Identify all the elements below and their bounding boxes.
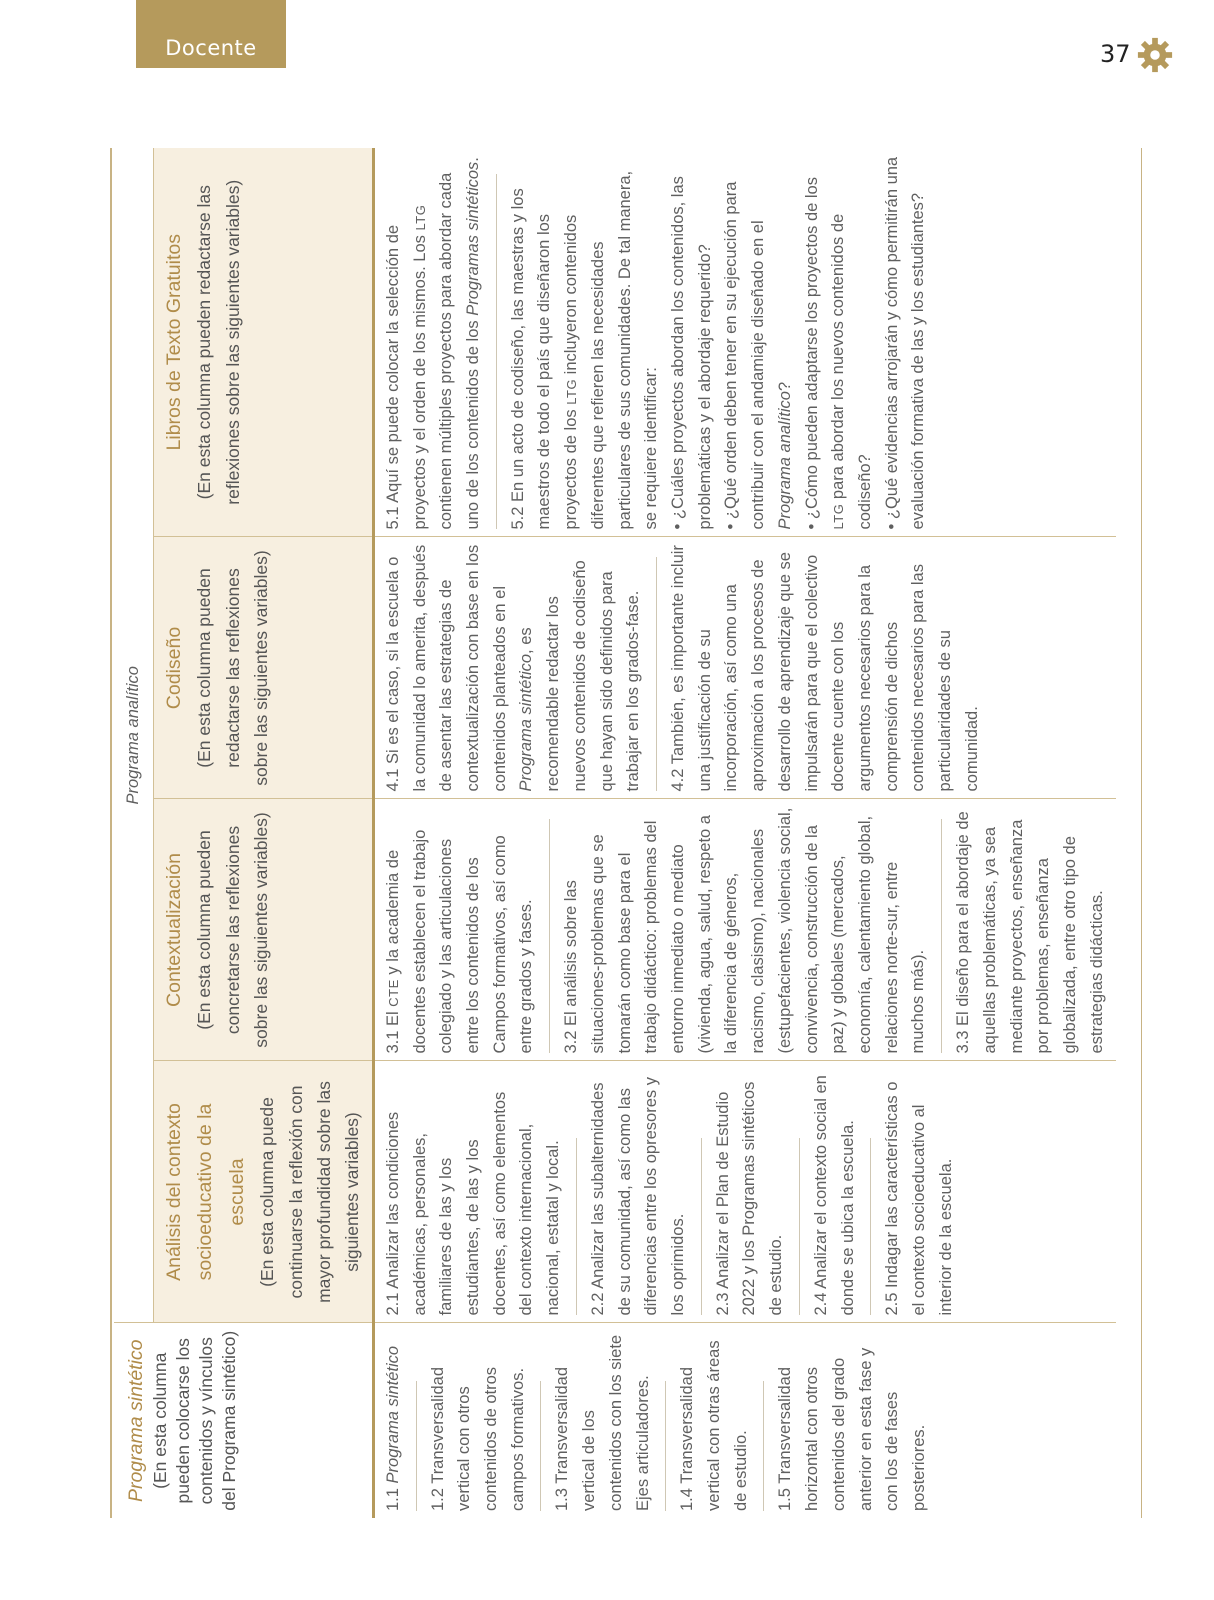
col3-item-2: 3.2 El análisis sobre las situaciones-problemas que se tomarán como base para el trabajo didáctico: problemas del entorno inmediato o mediato (vivienda, agua, salud, respeto a la diferencia de géneros, racismo, clasismo), nacionales (estupefacientes, violencia social, convivencia, construcción de la paz) y globales (mercados, economía, calentamiento global, relaciones norte-sur, entre muchos más). (562, 807, 928, 1054)
header-codiseno (153, 537, 373, 799)
header-programa-sintetico (114, 1323, 373, 1518)
table-left-border (110, 148, 112, 1518)
col3-body (373, 799, 1115, 1061)
rotated-table (114, 148, 1142, 1518)
col1-title: Programa sintético (125, 1339, 147, 1503)
col3-item-3: 3.3 El diseño para el abordaje de aquellas problemáticas, ya sea mediante proyectos, enseñanza por problemas, enseñanza globalizada, entre otro tipo de estrategias didácticas. (954, 811, 1106, 1054)
col5-bullet-2-em: Programa analítico (775, 391, 794, 530)
col1-item-1 (380, 1331, 407, 1512)
col5-bullet-2 (718, 155, 798, 530)
col3-item-1 (380, 807, 540, 1054)
col5-subtitle: (En esta columna pueden redactarse las reflexiones sobre las siguientes variables) (194, 179, 243, 505)
divider (799, 1138, 800, 1316)
col2-title: Análisis del contexto socioeducativo de la escuela (162, 1103, 248, 1281)
header-contextualizacion (153, 799, 373, 1061)
col1-body (373, 1323, 1115, 1518)
col3-item-1-c: y la academia de docentes establecen el trabajo colegiado y las articulaciones entre los contenidos de los Campos formativos, así como entre grados y fases. (383, 829, 536, 1054)
col4-item-1-em: Programa sintético (517, 653, 536, 792)
col3-item-1-a: 3.1 El (383, 1011, 402, 1054)
col4-title: Codiseño (162, 626, 185, 710)
section-tab (136, 0, 286, 68)
col4-item-1-b: , es recomendable redactar los nuevos contenidos de codiseño que hayan sido definidos para trabajar en los grados-fase. (517, 560, 643, 792)
col1-item-1-em: Programa sintético (383, 1345, 402, 1484)
col1-item-3: 1.3 Transversalidad vertical de los contenidos con los siete Ejes articuladores. (553, 1334, 652, 1511)
header-analisis-contexto (153, 1061, 373, 1323)
section-label: Docente (165, 36, 257, 60)
divider (763, 1381, 764, 1511)
divider (941, 819, 942, 1054)
page-number: 37 (1100, 40, 1131, 68)
col5-bullet-3 (799, 155, 879, 530)
divider (656, 557, 657, 792)
col5-item-1 (380, 155, 487, 530)
col4-body (373, 537, 1115, 799)
col3-item-1-abbr: CTE (385, 979, 401, 1007)
col1-item-5: 1.5 Transversalidad horizontal con otros contenidos del grado anterior en esta fase y con los de fases posteriores. (776, 1347, 929, 1511)
col5-bullet-1: • ¿Cuáles proyectos abordan los contenidos, las problemáticas y el abordaje requerido? (669, 176, 714, 530)
col5-bullet-3-c: para abordar los nuevos contenidos de codiseño? (829, 213, 875, 530)
divider (665, 1381, 666, 1511)
col5-item-1-c: contienen múltiples proyectos para abordar cada uno de los contenidos de los (437, 172, 482, 530)
col1-item-2: 1.2 Transversalidad vertical con otros contenidos de otros campos formativos. (428, 1366, 527, 1511)
col5-item-2-a: 5.2 En un acto de codiseño, las maestras y los maestros de todo el país que diseñaron los proyectos de los (508, 188, 581, 530)
gear-icon (1136, 36, 1174, 74)
col2-item-4: 2.4 Analizar el contexto social en donde se ubica la escuela. (811, 1075, 857, 1316)
col2-item-3: 2.3 Analizar el Plan de Estudio 2022 y los Programas sintéticos de estudio. (713, 1081, 786, 1316)
col5-title: Libros de Texto Gratuitos (162, 234, 185, 451)
col5-body (373, 148, 1115, 537)
divider (496, 174, 497, 530)
col5-item-2-c: incluyeron contenidos diferentes que refieren las necesidades particulares de sus comunidades. De tal manera, se requiere identificar: (562, 170, 661, 530)
header-libros-texto (153, 148, 373, 537)
col5-bullet-2-b: ? (775, 381, 794, 391)
col3-subtitle: (En esta columna pueden concretarse las reflexiones sobre las siguientes variables) (194, 812, 271, 1048)
table-title: Programa analítico (114, 148, 153, 1323)
divider (549, 819, 550, 1054)
col4-item-1-a: 4.1 Si es el caso, si la escuela o la comunidad lo amerita, después de asentar las estrategias de contextualización con base en los contenidos planteados en el (383, 544, 509, 792)
divider (576, 1138, 577, 1316)
divider (416, 1381, 417, 1511)
col4-subtitle: (En esta columna pueden redactarse las reflexiones sobre las siguientes variables) (194, 550, 271, 786)
col5-item-1-em: Programas sintéticos (463, 161, 482, 316)
col5-bullet-2-a: • ¿Qué orden deben tener en su ejecución para contribuir con el andamiaje diseñado en el (722, 181, 768, 530)
rotated-table-wrapper (114, 148, 1142, 1518)
col2-body (373, 1061, 1115, 1323)
col1-item-4: 1.4 Transversalidad vertical con otras áreas de estudio. (678, 1340, 750, 1511)
col5-bullet-4: • ¿Qué evidencias arrojarán y cómo permitirán una evaluación formativa de las y los estudiantes? (882, 156, 928, 530)
programa-analitico-table (114, 148, 1116, 1518)
col2-item-1: 2.1 Analizar las condiciones académicas, personales, familiares de las y los estudiantes, de las y los docentes, así como elementos del contexto internacional, nacional, estatal y local. (383, 1091, 563, 1316)
divider (540, 1381, 541, 1511)
col2-item-5: 2.5 Indagar las características o el contexto socioeducativo al interior de la escuela. (883, 1081, 955, 1316)
col5-item-2 (505, 155, 665, 530)
col5-bullet-3-abbr: LTG (831, 503, 847, 530)
col1-item-1-num: 1.1 (383, 1488, 402, 1511)
divider (701, 1138, 702, 1316)
col2-item-2: 2.2 Analizar las subalternidades de su comunidad, así como las diferencias entre los opresores y los oprimidos. (588, 1077, 688, 1316)
col5-item-1-d: . (463, 157, 482, 162)
col4-item-2: 4.2 También, es importante incluir una justificación de su incorporación, así como una aproximación a los procesos de desarrollo de aprendizaje que se impulsarán para que el colectivo docente cuente con los argumentos necesarios para la comprensión de dichos contenidos necesarios para las particularidades de su comunidad. (669, 545, 981, 792)
col3-title: Contextualización (162, 853, 185, 1007)
col4-item-1 (380, 545, 647, 792)
col5-item-1-abbr: LTG (412, 204, 428, 231)
col1-subtitle: (En esta columna pueden colocarse los contenidos y vínculos del Programa sintético) (150, 1330, 239, 1511)
col5-item-1-a: 5.1 Aquí se puede colocar la selección de proyectos y el orden de los mismos. Los (383, 224, 429, 530)
col2-subtitle: (En esta columna puede continuarse la reflexión con mayor profundidad sobre las siguientes variables) (257, 1081, 363, 1303)
divider (870, 1138, 871, 1316)
col5-item-2-abbr: LTG (564, 378, 580, 405)
col5-bullet-3-a: • ¿Cómo pueden adaptarse los proyectos de los (802, 177, 821, 530)
